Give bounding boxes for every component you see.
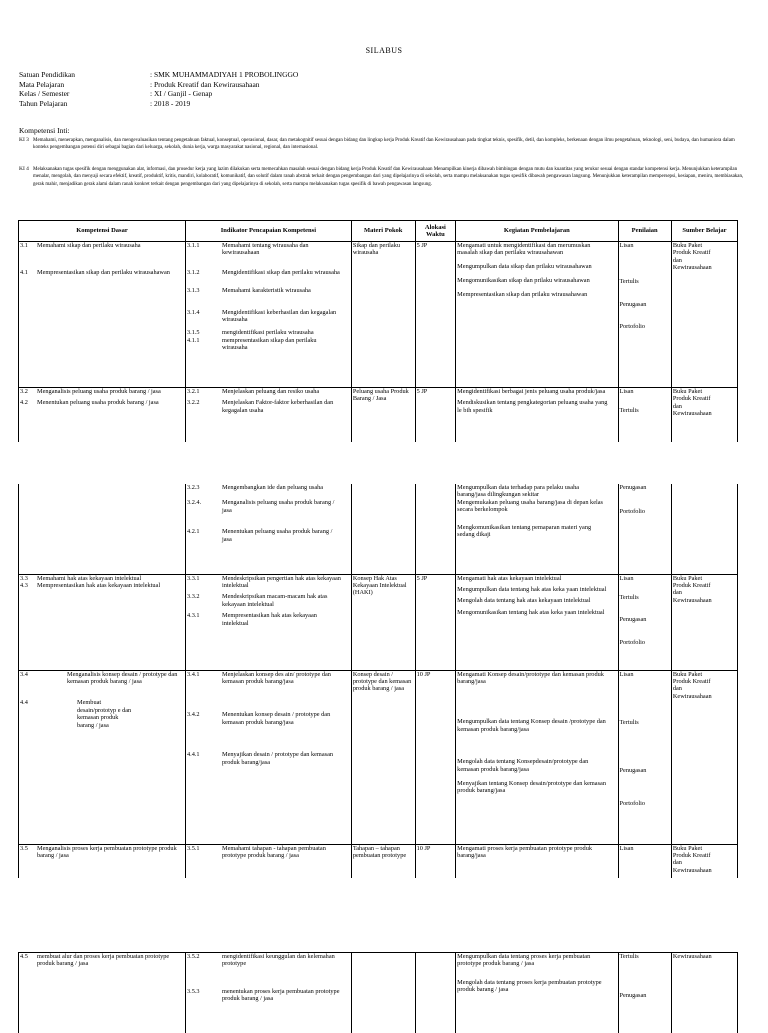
indicator-text: mengidentifikasi perilaku wirausaha <box>221 329 314 337</box>
identity-value: : 2018 - 2019 <box>150 98 191 108</box>
cell-sumber-belajar <box>671 844 737 878</box>
cell-materi-pokok <box>351 844 415 878</box>
syllabus-table-part-2 <box>18 484 738 878</box>
table-row <box>19 242 738 388</box>
kd-text: Membuat desain/prototyp e dan kemasan produk barang / jasa <box>77 699 132 729</box>
identity-label: Mata Pelajaran <box>19 79 65 89</box>
indicator-item <box>187 242 350 257</box>
penilaian-item: Penugasan <box>619 767 647 775</box>
sumber-text: Buku Paket Produk Kreatif dan Kewirausahaan <box>672 574 712 604</box>
kd-item <box>20 399 184 406</box>
indicator-text: Menyajikan desain / prototype dan kemasan produk barang/jasa <box>221 751 334 766</box>
kegiatan-item: Mengkomunikasikan tentang pemaparan materi yang sedang dikaji <box>457 523 592 539</box>
identity-label: Satuan Pendidikan <box>19 70 76 79</box>
kd-text: Menentukan peluang usaha produk barang / jasa <box>37 399 159 407</box>
cell-penilaian <box>618 574 671 670</box>
cell-kompetensi-dasar <box>19 574 186 670</box>
indicator-item <box>187 711 350 726</box>
table-row <box>19 844 738 878</box>
penilaian-item: Portofolio <box>619 323 646 331</box>
sumber-text: Buku Paket Produk Kreatif dan Kewirausahaan <box>672 242 712 272</box>
sumber-text: Kewirausahaan <box>672 953 712 960</box>
kd-text: Mempresentasikan sikap dan perilaku wirausahawan <box>37 269 170 277</box>
identity-row <box>19 99 298 109</box>
indicator-number: 3.5.1 <box>186 844 200 852</box>
kd-text: Memahami sikap dan perilaku wirausaha <box>37 242 141 249</box>
kegiatan-item: Mengumpulkan data tentang hak atas keka yaan intelektual <box>457 585 607 593</box>
cell-penilaian <box>618 953 671 1033</box>
indicator-text: Mengembangkan ide dan peluang usaha <box>221 484 324 491</box>
indicator-item <box>187 953 350 968</box>
kd-number: 3.5 <box>20 844 28 852</box>
ki-text: Memahami, menerapkan, menganalisis, dan mengevaluasikan tentang pengetahuan faktual, konseptual, operasional, dasar, dan metakognitif sesuai dengan bidang dan lingkup kerja Produk Kreatif dan Kewirausahaan pada tingkat teknis, spesifik, detil, dan kompleks, berkenaan dengan ilmu pengetahuan, teknologi, seni, budaya, dan humaniora dalam konteks pengembangan potensi diri sebagai bagian dari keluarga, sekolah, dunia kerja, warga masyarakat nasional, regional, dan internasional. <box>33 138 735 151</box>
indicator-item <box>187 337 350 352</box>
kegiatan-item: Mengamati hak atas kekayaan intelektual <box>457 574 562 582</box>
indicator-text: Menjelaskan peluang dan resiko usaha <box>221 388 320 395</box>
cell-kegiatan <box>456 953 618 1033</box>
sumber-text: Buku Paket Produk Kreatif dan Kewirausahaan <box>672 670 712 700</box>
table-row <box>19 574 738 670</box>
table-row <box>19 484 738 574</box>
indicator-number: 3.2.1 <box>186 388 200 395</box>
indicator-text: Memahami tahapan - tahapan pembuatan prototype produk barang / jasa <box>221 844 326 859</box>
kd-number: 3.1 <box>20 242 28 249</box>
kd-number: 4.5 <box>20 953 28 960</box>
cell-indikator <box>185 388 351 442</box>
cell-kegiatan <box>456 484 618 574</box>
cell-indikator <box>185 242 351 388</box>
indicator-number: 3.1.5 <box>186 329 200 337</box>
cell-kompetensi-dasar <box>19 242 186 388</box>
cell-materi-pokok <box>351 953 415 1033</box>
kegiatan-item: Mengolah data tentang hak atas kekayaan intelektual <box>457 597 591 605</box>
cell-materi-pokok <box>351 242 415 388</box>
cell-alokasi-waktu <box>415 484 456 574</box>
cell-materi-pokok <box>351 388 415 442</box>
cell-sumber-belajar <box>671 670 737 844</box>
indicator-number: 3.4.1 <box>186 670 200 678</box>
penilaian-item: Penugasan <box>619 992 647 1000</box>
kegiatan-item: Mengumpulkan data tentang proses kerja pembuatan prototype produk barang / jasa <box>457 953 591 968</box>
indicator-text: Menentukan konsep desain / prototype dan kemasan produk barang/jasa <box>221 711 331 726</box>
penilaian-item: Lisan <box>619 670 634 678</box>
kegiatan-item: Mempresentasikan sikap dan prilaku wirausahawan <box>457 290 588 298</box>
indicator-text: Menjelaskan Faktor-faktor keberhasilan dan kegagalan usaha <box>221 399 334 414</box>
kegiatan-item: Mengumpulkan data terhadap para pelaku usaha barang/jasa dilingkungan sekitar <box>457 484 580 499</box>
indicator-item <box>187 399 350 414</box>
kd-item <box>20 671 184 686</box>
kd-item <box>20 575 184 582</box>
kd-item <box>20 953 184 968</box>
indicator-item <box>187 309 350 324</box>
header-alokasi-waktu: Alokasi Waktu <box>415 221 456 242</box>
cell-materi-pokok <box>351 574 415 670</box>
indicator-item <box>187 671 350 686</box>
indicator-text: Mendeskripsikan pengertian hak atas kekayaan intelektual <box>221 574 341 589</box>
cell-alokasi-waktu <box>415 953 456 1033</box>
document-title: SILABUS <box>365 46 403 55</box>
indicator-text: Menganalisis peluang usaha produk barang / jasa <box>221 499 335 514</box>
cell-sumber-belajar <box>671 953 737 1033</box>
cell-alokasi-waktu <box>415 242 456 388</box>
penilaian-item: Portofolio <box>619 508 646 516</box>
kd-text: Menganalisis proses kerja pembuatan prototype produk barang / jasa <box>37 844 177 859</box>
kd-item <box>20 242 184 249</box>
header-indikator: Indikator Pencapaian Kompetensi <box>185 221 351 242</box>
indicator-item <box>187 751 350 766</box>
kegiatan-item: Mengemukakan peluang usaha barang/jasa di depan kelas secara berkelompok <box>457 498 603 514</box>
indicator-text: Mengidentifikasi keberhasilan dan kegagalan wirausaha <box>221 308 337 324</box>
penilaian-item: Portofolio <box>619 799 646 807</box>
cell-sumber-belajar <box>671 388 737 442</box>
header-penilaian: Penilaian <box>618 221 671 242</box>
cell-alokasi-waktu <box>415 574 456 670</box>
kegiatan-item: Mengumpulkan data sikap dan prilaku wirausahawan <box>457 262 592 270</box>
penilaian-item: Penugasan <box>619 616 647 624</box>
kd-number: 4.1 <box>20 269 28 277</box>
identity-block <box>19 70 298 108</box>
indicator-text: Memahami karakteristik wirausaha <box>221 287 311 295</box>
indicator-number: 3.5.2 <box>186 953 200 960</box>
table-row <box>19 953 738 1033</box>
cell-indikator <box>185 670 351 844</box>
identity-row <box>19 80 298 90</box>
cell-kegiatan <box>456 388 618 442</box>
indicator-number: 3.3.1 <box>186 574 200 582</box>
cell-kegiatan <box>456 242 618 388</box>
kegiatan-item: Mengamati proses kerja pembuatan prototype produk barang/jasa <box>457 844 592 859</box>
indicator-number: 3.1.1 <box>186 242 200 249</box>
penilaian-item: Lisan <box>619 242 634 249</box>
indicator-item <box>187 612 350 627</box>
table-header-row <box>19 221 738 242</box>
identity-value: : Produk Kreatif dan Kewirausahaan <box>150 79 260 89</box>
kegiatan-item: Mengumpulkan data tentang Konsep desain /prototype dan kemasan produk barang/jasa <box>457 718 606 733</box>
kegiatan-item: Menyajikan tentang Konsep desain/prototype dan kemasan produk barang/jasa <box>457 779 606 795</box>
kegiatan-item: Mengolah data tentang Konsepdesain/prototype dan kemasan produk barang/jasa <box>457 758 589 773</box>
indicator-text: Memahami tentang wirausaha dan kewirausahaan <box>221 242 309 257</box>
indicator-number: 3.2.4. <box>186 499 202 507</box>
identity-label: Tahun Pelajaran <box>19 98 68 108</box>
cell-sumber-belajar <box>671 484 737 574</box>
indicator-number: 3.2.2 <box>186 399 200 407</box>
waktu-text: 5 JP <box>416 574 428 582</box>
indicator-text: Menjelaskan konsep des ain/ prototype dan kemasan produk barang/jasa <box>221 670 331 685</box>
materi-text: Konsep Hak Atas Kekayaan Intelektual (HAKI) <box>352 574 407 597</box>
cell-sumber-belajar <box>671 574 737 670</box>
kd-number: 3.4 <box>20 670 28 678</box>
kd-text: Menganalisis peluang usaha produk barang / jasa <box>37 388 161 395</box>
kd-number: 4.3 <box>20 581 28 589</box>
cell-penilaian <box>618 844 671 878</box>
identity-value: : SMK MUHAMMADIYAH 1 PROBOLINGGO <box>150 70 299 79</box>
penilaian-item: Tertulis <box>619 278 639 286</box>
kd-text: membuat alur dan proses kerja pembuatan prototype produk barang / jasa <box>37 953 170 968</box>
ki-4 <box>19 166 744 188</box>
indicator-item <box>187 593 350 608</box>
ki-number: KI 4 <box>19 166 29 172</box>
cell-indikator <box>185 953 351 1033</box>
waktu-text: 10 JP <box>416 670 431 678</box>
kd-number: 3.2 <box>20 388 28 395</box>
indicator-number: 4.1.1 <box>186 336 200 344</box>
indicator-number: 3.1.4 <box>186 308 200 316</box>
ki-text: Melaksanakan tugas spesifik dengan menggunakan alat, informasi, dan prosedur kerja yang lazim dilakukan serta memecahkan masalah sesuai dengan bidang kerja Produk Kreatif dan Kewirausahaan Menampilkan kinerja dibawah bimbingan dengan mutu dan kuantitas yang terukur sesuai dengan standar kompetensi kerja. Menunjukkan keterampilan menalar, mengolah, dan menyaji secara efektif, kreatif, produktif, kritis, mandiri, kolaboratif, komunikatif, dan solutif dalam ranah abstrak terkait dengan pengembangan dari yang dipelajarinya di sekolah, serta mampu melaksanakan tugas spesifik dibawah pengawasan langsung. Menunjukkan keterampilan mempersepsi, kesiapan, meniru, membiasakan, gerak mahir, menjadikan gerak alami dalam ranah konkret terkait dengan pengembangan dari yang dipelajarinya di sekolah, serta mampu melaksanakan tugas spesifik di bawah pengawasan langsung. <box>33 167 744 187</box>
cell-indikator <box>185 574 351 670</box>
penilaian-item: Tertulis <box>619 593 639 601</box>
cell-alokasi-waktu <box>415 388 456 442</box>
cell-kompetensi-dasar <box>19 388 186 442</box>
penilaian-item: Lisan <box>619 844 634 852</box>
cell-materi-pokok <box>351 670 415 844</box>
syllabus-table-part-1 <box>18 220 738 442</box>
kd-item <box>20 699 184 729</box>
waktu-text: 5 JP <box>416 388 428 395</box>
indicator-item <box>187 329 350 336</box>
indicator-number: 4.4.1 <box>186 751 200 759</box>
indicator-item <box>187 499 350 514</box>
indicator-number: 3.4.2 <box>186 711 200 719</box>
cell-kompetensi-dasar <box>19 844 186 878</box>
kd-item <box>20 269 184 276</box>
cell-kompetensi-dasar <box>19 670 186 844</box>
indicator-item <box>187 269 350 276</box>
kegiatan-item: Mengomunikasikan sikap dan prilaku wirausahawan <box>457 277 590 285</box>
materi-text: Peluang usaha Produk Barang / Jasa <box>352 388 409 403</box>
indicator-item <box>187 484 350 491</box>
header-kompetensi-dasar: Kompetensi Dasar <box>19 221 186 242</box>
ki-number: KI 3 <box>19 137 29 143</box>
indicator-text: menentukan proses kerja pembuatan prototype produk barang / jasa <box>221 987 340 1003</box>
indicator-item <box>187 388 350 395</box>
cell-kegiatan <box>456 574 618 670</box>
cell-indikator <box>185 484 351 574</box>
indicator-number: 3.1.2 <box>186 268 200 276</box>
cell-penilaian <box>618 670 671 844</box>
kegiatan-item: Mengidentifikasi berbagai jenis peluang usaha produk/jasa <box>457 388 606 395</box>
penilaian-item: Tertulis <box>619 407 639 415</box>
waktu-text: 5 JP <box>416 242 428 249</box>
kd-text: Menganalisis konsep desain / prototype dan kemasan produk barang / jasa <box>67 670 178 685</box>
cell-indikator <box>185 844 351 878</box>
header-kegiatan: Kegiatan Pembelajaran <box>456 221 618 242</box>
cell-sumber-belajar <box>671 242 737 388</box>
kd-number: 3.3 <box>20 574 28 582</box>
kegiatan-item: Mendiskusikan tentang pengkategorian peluang usaha yang le bih spesifik <box>457 399 608 414</box>
cell-kegiatan <box>456 844 618 878</box>
indicator-text: Mempresentasikan hak atas kekayaan intelektual <box>221 612 317 627</box>
materi-text: Konsep desain / prototype dan kemasan produk barang / jasa <box>352 670 412 693</box>
cell-penilaian <box>618 484 671 574</box>
indicator-text: Menentukan peluang usaha produk barang / jasa <box>221 528 333 543</box>
kegiatan-item: Mengolah data tentang proses kerja pembuatan prototype produk barang / jasa <box>457 978 602 994</box>
kegiatan-item: Mengamati untuk mengidentifikasi dan merumuskan masalah sikap dan perilaku wirausahawan <box>457 242 591 257</box>
waktu-text: 10 JP <box>416 844 431 852</box>
identity-row <box>19 70 298 80</box>
penilaian-item: Tertulis <box>619 718 639 726</box>
kd-item <box>20 582 184 589</box>
kd-item <box>20 388 184 395</box>
indicator-text: Mengidentifikasi sikap dan perilaku wirausaha <box>221 268 340 276</box>
identity-value: : XI / Ganjil - Genap <box>150 89 213 98</box>
penilaian-item: Lisan <box>619 574 634 582</box>
table-row <box>19 388 738 442</box>
cell-penilaian <box>618 242 671 388</box>
indicator-number: 3.3.2 <box>186 593 200 601</box>
indicator-item <box>187 287 350 294</box>
cell-alokasi-waktu <box>415 670 456 844</box>
penilaian-item: Penugasan <box>619 300 647 308</box>
cell-kegiatan <box>456 670 618 844</box>
table-row <box>19 670 738 844</box>
kegiatan-item: Mengomunikasikan tentang hak atas keka yaan intelektual <box>457 608 605 616</box>
indicator-item <box>187 528 350 543</box>
indicator-item <box>187 575 350 590</box>
indicator-text: mempresentasikan sikap dan perilaku wirausaha <box>221 336 317 352</box>
identity-row <box>19 89 298 99</box>
sumber-text: Buku Paket Produk Kreatif dan Kewirausahaan <box>672 388 712 418</box>
indicator-item <box>187 845 350 860</box>
ki-heading: Kompetensi Inti: <box>19 126 70 135</box>
kegiatan-item: Mengamati Konsep desain/prototype dan kemasan produk barang/jasa <box>457 670 604 685</box>
materi-text: Sikap dan perilaku wirausaha <box>352 242 401 257</box>
kd-text: Memahami hak atas kekayaan intelektual <box>37 574 142 582</box>
indicator-text: Mendeskripsikan macam-macam hak atas kekayaan intelektual <box>221 593 328 608</box>
penilaian-item: Lisan <box>619 388 634 395</box>
kd-text: Mempresentasikan hak atas kekayaan intelektual <box>37 581 161 589</box>
indicator-number: 3.5.3 <box>186 987 200 995</box>
indicator-text: mengidentifikasi keunggulan dan kelemahan prototype <box>221 953 335 968</box>
indicator-number: 4.2.1 <box>186 528 200 536</box>
syllabus-table-part-3 <box>18 952 738 1033</box>
cell-materi-pokok <box>351 484 415 574</box>
penilaian-item: Penugasan <box>619 484 647 491</box>
identity-label: Kelas / Semester <box>19 89 70 98</box>
cell-kompetensi-dasar <box>19 953 186 1033</box>
kd-number: 4.4 <box>20 699 28 707</box>
indicator-number: 4.3.1 <box>186 612 200 620</box>
penilaian-item: Portofolio <box>619 638 646 646</box>
indicator-number: 3.1.3 <box>186 287 200 295</box>
materi-text: Tahapan – tahapan pembuatan prototype <box>352 844 407 859</box>
ki-3 <box>19 137 744 152</box>
sumber-text: Buku Paket Produk Kreatif dan Kewirausahaan <box>672 844 712 874</box>
cell-alokasi-waktu <box>415 844 456 878</box>
indicator-item <box>187 988 350 1003</box>
kd-number: 4.2 <box>20 399 28 407</box>
indicator-number: 3.2.3 <box>186 484 200 491</box>
cell-penilaian <box>618 388 671 442</box>
cell-kompetensi-dasar <box>19 484 186 574</box>
penilaian-item: Tertulis <box>619 953 639 960</box>
header-sumber-belajar: Sumber Belajar <box>671 221 737 242</box>
kd-item <box>20 845 184 860</box>
header-materi-pokok: Materi Pokok <box>351 221 415 242</box>
